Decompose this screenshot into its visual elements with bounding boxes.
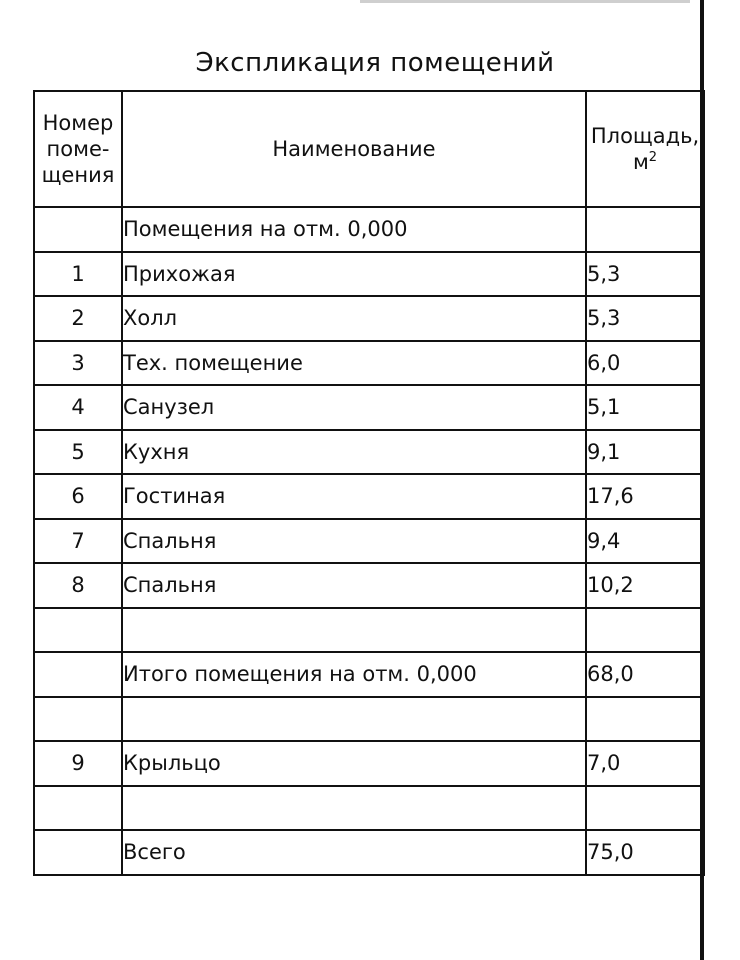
table-row: [34, 608, 704, 653]
row-area: 6,0: [586, 341, 704, 386]
table-row: [34, 385, 704, 430]
room-schedule-table: [33, 90, 705, 876]
table-row: [34, 519, 704, 564]
header-number-line: поме-: [46, 136, 110, 161]
row-name: Спальня: [122, 519, 586, 564]
row-name: Всего: [122, 830, 586, 875]
row-number: [34, 786, 122, 831]
header-area: [586, 91, 704, 207]
row-area: 68,0: [586, 652, 704, 697]
row-number: [34, 207, 122, 252]
table-row: [34, 830, 704, 875]
header-room-number: [34, 91, 122, 207]
row-name: Гостиная: [122, 474, 586, 519]
row-area: [586, 207, 704, 252]
row-number: 7: [34, 519, 122, 564]
table-row: [34, 474, 704, 519]
row-number: 4: [34, 385, 122, 430]
row-area: 5,3: [586, 252, 704, 297]
row-number: [34, 652, 122, 697]
row-name: [122, 608, 586, 653]
header-area-exponent: 2: [648, 150, 658, 165]
row-number: [34, 608, 122, 653]
header-area-unit: м: [632, 150, 649, 174]
row-name: [122, 786, 586, 831]
header-number-line: щения: [41, 163, 115, 188]
row-area: 9,4: [586, 519, 704, 564]
table-row: [34, 786, 704, 831]
row-name: Помещения на отм. 0,000: [122, 207, 586, 252]
header-name: Наименование: [122, 91, 586, 207]
header-area-label: Площадь,: [590, 123, 700, 148]
row-name: Тех. помещение: [122, 341, 586, 386]
table-row: [34, 697, 704, 742]
row-number: 9: [34, 741, 122, 786]
row-number: [34, 697, 122, 742]
row-number: [34, 830, 122, 875]
row-number: 5: [34, 430, 122, 475]
row-name: [122, 697, 586, 742]
row-area: 5,1: [586, 385, 704, 430]
page-title: Экспликация помещений: [195, 48, 555, 78]
row-area: [586, 697, 704, 742]
row-number: 6: [34, 474, 122, 519]
row-area: 9,1: [586, 430, 704, 475]
row-name: Кухня: [122, 430, 586, 475]
row-name: Крыльцо: [122, 741, 586, 786]
table-row: [34, 430, 704, 475]
table-row: [34, 341, 704, 386]
row-number: 2: [34, 296, 122, 341]
table-row: [34, 207, 704, 252]
row-area: 7,0: [586, 741, 704, 786]
row-area: 5,3: [586, 296, 704, 341]
row-name: Итого помещения на отм. 0,000: [122, 652, 586, 697]
header-area-unit-wrap: [587, 149, 703, 175]
row-number: 3: [34, 341, 122, 386]
table-row: [34, 563, 704, 608]
row-number: 8: [34, 563, 122, 608]
table-row: [34, 252, 704, 297]
row-area: [586, 786, 704, 831]
row-area: 75,0: [586, 830, 704, 875]
table-header-row: [34, 91, 704, 207]
row-area: 10,2: [586, 563, 704, 608]
row-name: Прихожая: [122, 252, 586, 297]
header-number-line: Номер: [42, 110, 114, 135]
row-name: Санузел: [122, 385, 586, 430]
row-area: [586, 608, 704, 653]
table-row: [34, 741, 704, 786]
row-area: 17,6: [586, 474, 704, 519]
row-name: Холл: [122, 296, 586, 341]
table-row: [34, 652, 704, 697]
top-edge-line: [360, 0, 690, 3]
row-number: 1: [34, 252, 122, 297]
row-name: Спальня: [122, 563, 586, 608]
table-row: [34, 296, 704, 341]
